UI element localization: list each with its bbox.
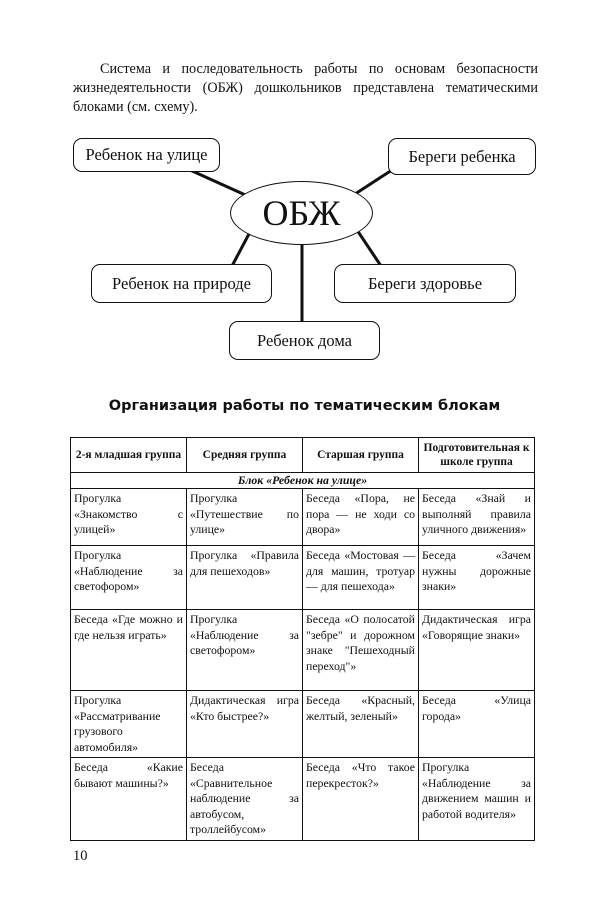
table-cell: Беседа «Пора, не пора — не ходи со двора» [303, 489, 419, 546]
table-cell: Прогулка «Знакомство с улицей» [71, 489, 187, 546]
table-row [71, 691, 535, 758]
table-cell: Дидактическая игра «Говорящие знаки» [419, 610, 535, 691]
page-number: 10 [73, 848, 88, 864]
obzh-scheme [0, 0, 609, 380]
connector-top-right [352, 168, 395, 196]
table-cell: Прогулка «Наблюдение за светофором» [187, 610, 303, 691]
column-header: Средняя группа [187, 438, 303, 473]
intro-paragraph: Система и последовательность работы по основам безопасности жизнедеятельности (ОБЖ) дошкольников представлена тематическими блоками (см. схему). [73, 61, 538, 115]
table-cell: Беседа «Улица города» [419, 691, 535, 758]
table-row [71, 610, 535, 691]
node-child-at-home: Ребенок дома [229, 321, 380, 360]
table-cell: Прогулка «Наблюдение за движением машин и работой водителя» [419, 758, 535, 841]
table-cell: Прогулка «Путешествие по улице» [187, 489, 303, 546]
table-cell: Беседа «Сравнительное наблюдение за автобусом, троллейбусом» [187, 758, 303, 841]
table-row [71, 546, 535, 610]
node-child-on-street: Ребенок на улице [73, 138, 220, 172]
table-cell: Прогулка «Рассматривание грузового автомобиля» [71, 691, 187, 758]
node-protect-health: Береги здоровье [334, 264, 516, 303]
table-row [71, 489, 535, 546]
thematic-blocks-table [70, 437, 535, 841]
table-cell: Прогулка «Наблюдение за светофором» [71, 546, 187, 610]
section-title: Организация работы по тематическим блокам [108, 398, 501, 414]
connector-mid-right [357, 230, 381, 266]
node-child-in-nature: Ребенок на природе [91, 264, 272, 303]
table-header-row [71, 438, 535, 473]
node-protect-child: Береги ребенка [388, 138, 536, 175]
table-cell: Беседа «Знай и выполняй правила уличного движения» [419, 489, 535, 546]
block-title-row [71, 473, 535, 489]
table-cell: Беседа «О полосатой "зебре" и дорожном знаке "Пешеходный переход"» [303, 610, 419, 691]
table-cell: Прогулка «Правила для пешеходов» [187, 546, 303, 610]
table-cell: Беседа «Что такое перекресток?» [303, 758, 419, 841]
column-header: Старшая группа [303, 438, 419, 473]
table-cell: Беседа «Какие бывают машины?» [71, 758, 187, 841]
column-header: 2-я младшая группа [71, 438, 187, 473]
table-cell: Беседа «Мостовая — для машин, тротуар — для пешехода» [303, 546, 419, 610]
column-header: Подготовительная к школе группа [419, 438, 535, 473]
table-row [71, 758, 535, 841]
block-title: Блок «Ребенок на улице» [71, 473, 535, 489]
connector-mid-left [232, 232, 250, 266]
table-cell: Беседа «Зачем нужны дорожные знаки» [419, 546, 535, 610]
table-cell: Дидактическая игра «Кто быстрее?» [187, 691, 303, 758]
table-cell: Беседа «Красный, желтый, зеленый» [303, 691, 419, 758]
node-obzh-center: ОБЖ [230, 181, 373, 245]
table-cell: Беседа «Где можно и где нельзя играть» [71, 610, 187, 691]
